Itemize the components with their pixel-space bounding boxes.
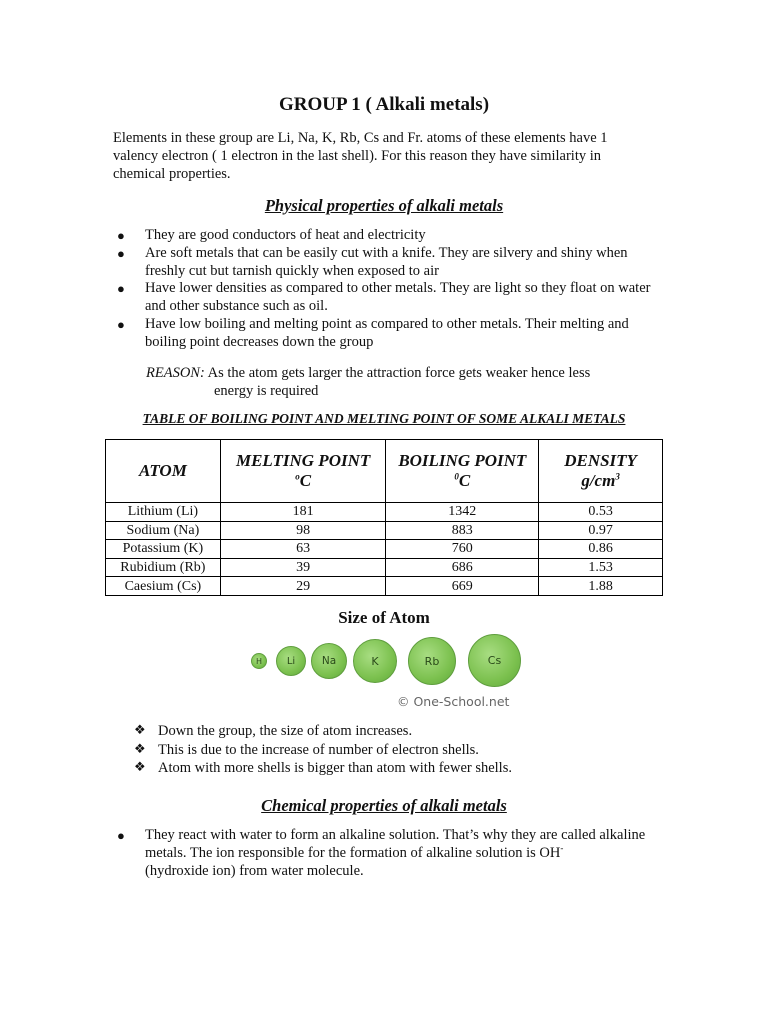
atom-na-circle: Na [311,643,347,679]
list-item: ❖ Down the group, the size of atom increases. [134,723,413,739]
table-row: Rubidium (Rb) 39 686 1.53 [106,558,663,577]
atom-k-circle: K [353,639,397,683]
table-row: Caesium (Cs) 29 669 1.88 [106,577,663,596]
table-title: TABLE OF BOILING POINT AND MELTING POINT OF SOME ALKALI METALS [142,411,626,426]
intro-paragraph: Elements in these group are Li, Na, K, Rb, Cs and Fr. atoms of these elements have 1 valency electron ( 1 electron in the last shell). For this reason they have similarity in chemical properties. [113,130,608,182]
diamond-bullet-icon: ❖ [134,741,146,757]
list-item: ❖ Atom with more shells is bigger than atom with fewer shells. [134,760,512,776]
copyright-watermark: © One-School.net [397,694,510,709]
reason-label: REASON: [146,365,205,381]
diamond-bullet-icon: ❖ [134,760,146,775]
atom-size-list [134,722,654,778]
table-header-row [106,440,663,503]
list-item: ● They are good conductors of heat and electricity [117,227,426,243]
bullet-icon: ● [117,828,125,843]
physical-properties-list [113,227,658,352]
chemical-properties-list [113,827,658,880]
alkali-metals-table [105,439,663,596]
table-row: Lithium (Li) 181 1342 0.53 [106,503,663,522]
diamond-bullet-icon: ❖ [134,723,146,738]
column-header-density: DENSITY $g/cm^3$ [539,440,663,503]
list-item: ● They react with water to form an alkaline solution. That’s why they are called alkaline metals. The ion responsible for the formation of alkaline solution is OH- (hydroxide ion) from water molecule. [117,827,646,879]
bullet-icon: ● [117,281,125,297]
table-row: Potassium (K) 63 760 0.86 [106,540,663,559]
bullet-icon: ● [117,245,125,261]
atom-rb-circle: Rb [408,637,456,685]
column-header-boiling-point: BOILING POINT $^0$C [386,440,539,503]
page-title: GROUP 1 ( Alkali metals) [278,94,490,115]
bullet-icon: ● [117,228,125,243]
column-header-atom: ATOM [106,440,221,503]
atom-li-circle: Li [276,646,306,676]
list-item: ● Have low boiling and melting point as compared to other metals. Their melting and boiling point decreases down the group [117,315,629,350]
atom-size-diagram [245,632,535,714]
reason-note [146,364,626,400]
atom-cs-circle: Cs [468,634,521,687]
reason-text: As the atom gets larger the attraction force gets weaker hence less [204,365,591,381]
chemical-properties-heading: Chemical properties of alkali metals [261,796,507,815]
list-item: ● Have lower densities as compared to other metals. They are light so they float on water and other substance such as oil. [117,280,651,315]
size-of-atom-heading: Size of Atom [338,608,430,627]
reason-text-continued: energy is required [214,383,319,399]
atom-h-circle: H [251,653,267,669]
bullet-icon: ● [117,316,125,332]
physical-properties-heading: Physical properties of alkali metals [264,196,504,215]
list-item: ● Are soft metals that can be easily cut with a knife. They are silvery and shiny when freshly cut but tarnish quickly when exposed to air [117,244,628,279]
list-item: ❖ This is due to the increase of number of electron shells. [134,741,479,758]
table-row: Sodium (Na) 98 883 0.97 [106,521,663,540]
column-header-melting-point: MELTING POINT $^o$C [220,440,386,503]
